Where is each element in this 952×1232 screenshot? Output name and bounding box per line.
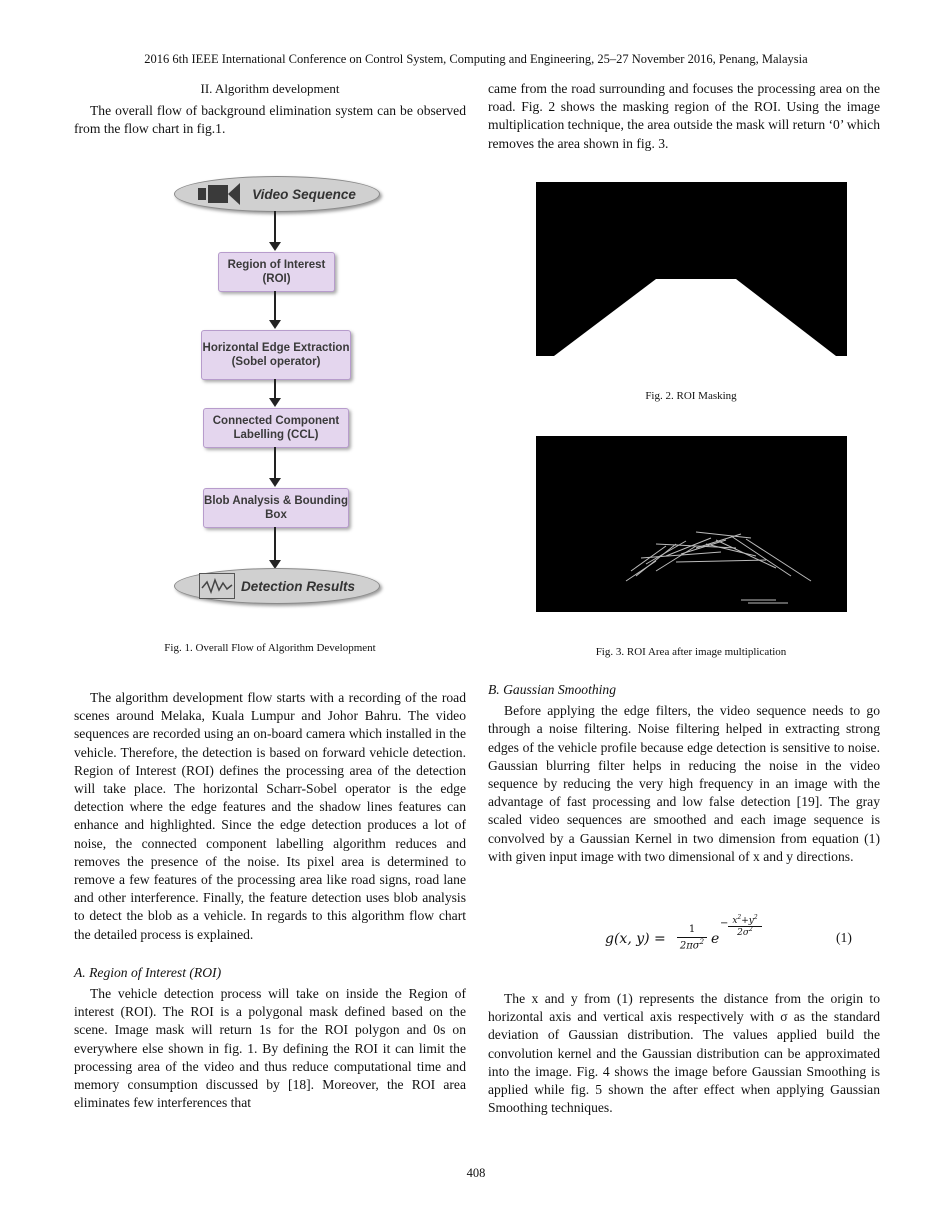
paragraph: The vehicle detection process will take on inside the Region of interest (ROI). The ROI is a polygonal mask defined based on the scene. Image mask will return 1s for the ROI polygon and 0s on everywhere else shown in fig. 1. By defining the ROI it can limit the processing area of the video and thus reduce computational time and memory consumption discussed by [18]. Moreover, the ROI area eliminates few interferences that: [74, 986, 466, 1111]
flow-arrow: [274, 291, 276, 327]
fig2-roi-mask-image: [536, 182, 847, 356]
paragraph: Before applying the edge filters, the video sequence needs to go through a noise filtering. Noise filtering helped in extracting strong edges of the vehicle profile because edge detection is sensitive to noise. Gaussian blurring filter helps in reducing the noise in the video sequence by reducing the very high frequency in an image with the advantage of fast processing and low false detection [19]. The gray scaled video sequences are smoothed and each image sequence is convolved by a Gaussian Kernel in two dimension from equation (1) with given input image with two dimensional of x and y directions.: [488, 703, 880, 864]
fig3-caption: Fig. 3. ROI Area after image multiplication: [595, 646, 787, 658]
paragraph: The x and y from (1) represents the distance from the origin to horizontal axis and vertical axis respectively with σ as the standard deviation of Gaussian distribution. The values applied build the convolution kernel and the Gaussian distribution can be approximated into the image. Fig. 4 shows the image before Gaussian Smoothing is applied while fig. 5 shown the after effect when applying Gaussian Smoothing techniques.: [488, 991, 880, 1116]
equation-1: g(x, y) = 1 $2\pi\sigma^2$ e − $x^2+y^2$ $2\sigma^2$: [605, 916, 765, 960]
video-camera-icon: [198, 183, 242, 205]
right-column-body: [488, 681, 880, 866]
flow-step-roi: Region of Interest (ROI): [218, 252, 335, 292]
fig1-caption: Fig. 1. Overall Flow of Algorithm Development: [164, 642, 376, 654]
paragraph: came from the road surrounding and focuses the processing area on the road. Fig. 2 shows the masking region of the ROI. Using the image multiplication technique, the area outside the mask will return ‘0’ which removes the area shown in fig. 3.: [488, 81, 880, 151]
paragraph: The algorithm development flow starts with a recording of the road scenes around Melaka, Kuala Lumpur and Johor Bahru. The video sequences are recorded using an on-board camera which installed in the vehicle. Therefore, the detection is based on forward vehicle detection. Region of Interest (ROI) defines the processing area of the detection will take place. The horizontal Scharr-Sobel operator is the edge detection where the edge features and the shadow lines features can enhance and highlighted. Since the edge detection produces a lot of noise, the connected component labelling algorithm reduces and removes the presence of the noise. Its pixel area is determined to remove a few features of the processing area like road signs, road lane and other interference. Finally, the feature detection uses blob analysis to detect the blob as a vehicle. In regards to this algorithm flow chart the detailed process is explained.: [74, 690, 466, 942]
section-title: II. Algorithm development: [200, 81, 340, 96]
page-number: 408: [466, 1166, 486, 1180]
flow-end-detection-results: [174, 568, 380, 604]
flow-arrow: [274, 527, 276, 567]
fig3-roi-multiplied-image: [536, 436, 847, 612]
flow-step-ccl: Connected Component Labelling (CCL): [203, 408, 349, 448]
flow-start-label: Video Sequence: [252, 186, 356, 202]
running-header: 2016 6th IEEE International Conference on Control System, Computing and Engineering, 25–27 November 2016, Penang, Malaysia: [144, 52, 808, 66]
left-column-body: [74, 689, 466, 1112]
flow-step-blob-analysis: Blob Analysis & Bounding Box: [203, 488, 349, 528]
intro-paragraph: The overall flow of background elimination system can be observed from the flow chart in fig.1.: [74, 103, 466, 137]
flow-arrow: [274, 447, 276, 485]
waveform-icon: [199, 573, 235, 599]
subsection-b-heading: B. Gaussian Smoothing: [488, 682, 617, 697]
flow-start-video-sequence: [174, 176, 380, 212]
equation-number: (1): [836, 930, 852, 945]
flow-step-edge-extraction: Horizontal Edge Extraction (Sobel operator): [201, 330, 351, 380]
right-column-bottom: [488, 990, 880, 1117]
flow-arrow: [274, 211, 276, 249]
flow-end-label: Detection Results: [240, 578, 356, 594]
left-column-top: [74, 80, 466, 139]
right-column-top: [488, 80, 880, 153]
fig2-caption: Fig. 2. ROI Masking: [645, 390, 737, 402]
flow-arrow: [274, 379, 276, 405]
subsection-a-heading: A. Region of Interest (ROI): [74, 964, 222, 980]
